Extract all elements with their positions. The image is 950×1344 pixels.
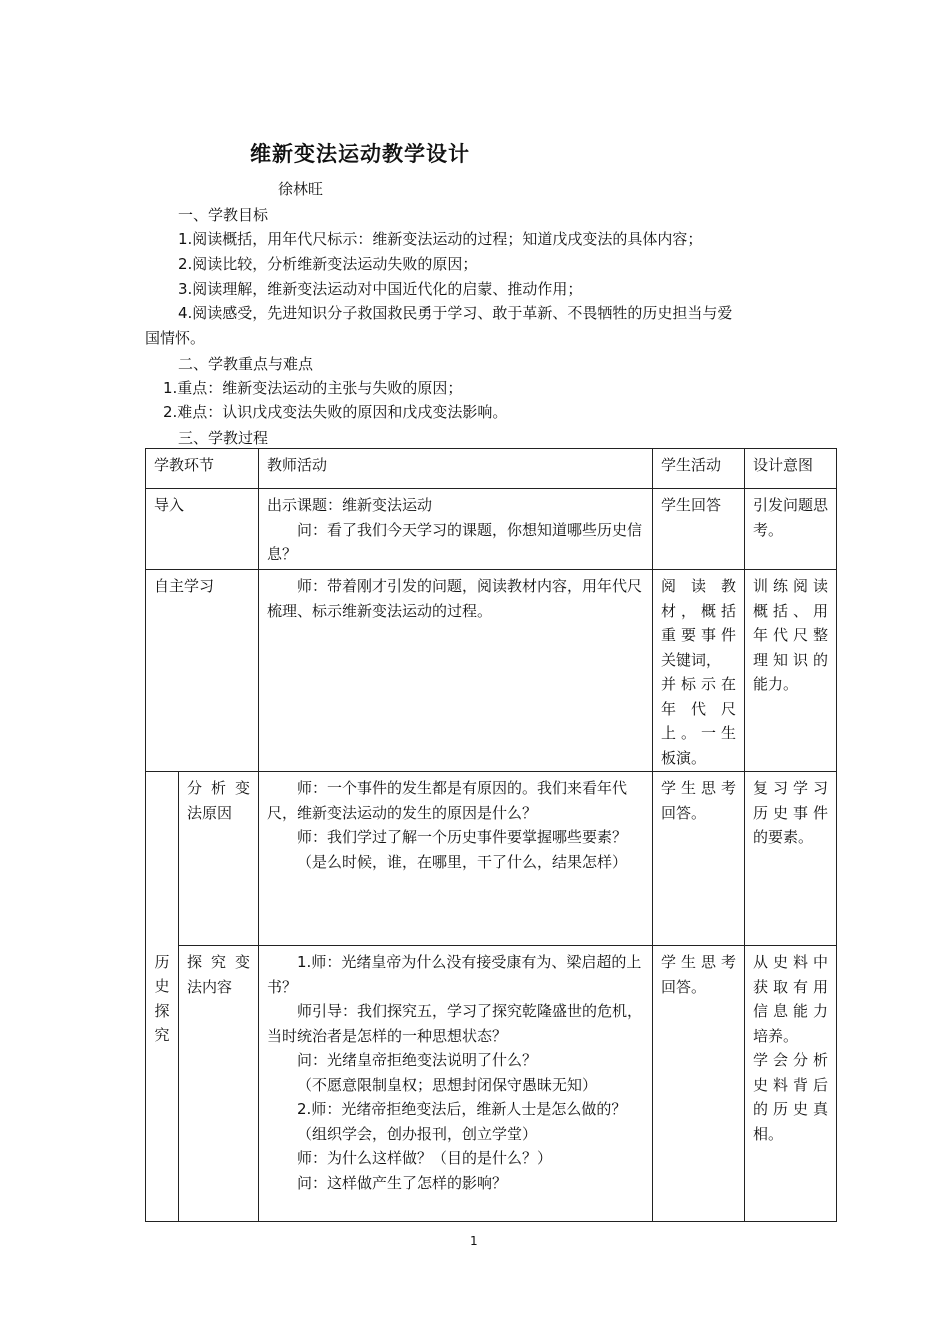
student-line: 学生思考 [661,953,737,971]
teacher-line: 问：看了我们今天学习的课题，你想知道哪些历史信息？ [267,520,643,563]
substage-line: 法原因 [187,803,233,822]
intent-cell [745,772,837,946]
student-cell: 学生回答 [653,489,745,570]
intent-line: 训练阅读 [753,577,829,595]
substage-line: 分析变 [187,779,251,797]
intent-line: 复习学习 [753,779,829,797]
intent-line: 信息能力 [753,1002,829,1020]
intent-cell [745,570,837,772]
teacher-line: 师：为什么这样做？（目的是什么？） [297,1149,553,1167]
label-char: 究 [154,1026,170,1044]
teacher-cell [259,772,653,946]
table-row [146,489,837,570]
teacher-line: 问：光绪皇帝拒绝变法说明了什么？ [297,1051,538,1069]
objective-item: 3.阅读理解，维新变法运动对中国近代化的启蒙、推动作用； [178,280,583,298]
stage-cell: 导入 [146,489,259,570]
student-cell [653,946,745,1222]
intent-line: 的历史真 [753,1100,829,1118]
student-cell [653,570,745,772]
student-cell [653,772,745,946]
intent-line: 的要素。 [753,828,814,846]
student-line: 年代尺 [661,699,737,718]
substage-line: 探究变 [187,953,251,971]
substage-cell [179,772,259,946]
intent-line: 概括、用 [753,601,829,620]
lesson-process-table [145,448,837,1222]
teacher-line: 问：这样做产生了怎样的影响？ [297,1173,508,1192]
objective-item: 1.阅读概括，用年代尺标示：维新变法运动的过程；知道戊戌变法的具体内容； [178,230,703,248]
teacher-line: （是么时候，谁，在哪里，干了什么，结果怎样） [297,852,628,871]
teacher-line: 师：我们学过了解一个历史事件要掌握哪些要素？ [297,828,628,846]
teacher-line: 2.师：光绪帝拒绝变法后，维新人士是怎么做的？ [297,1100,627,1118]
intent-line: 年代尺整 [753,626,829,644]
teacher-cell [259,489,653,570]
header-stage: 学教环节 [146,449,259,489]
student-line: 关键词， [661,650,722,669]
teacher-cell [259,570,653,772]
header-teacher: 教师活动 [259,449,653,489]
author-name: 徐林旺 [278,180,324,198]
teacher-line: 师：一个事件的发生都是有原因的。我们来看年代尺，维新变法运动的发生的原因是什么？ [267,779,628,822]
substage-cell [179,946,259,1222]
label-char: 历 [154,952,170,971]
label-char: 史 [154,977,170,995]
intent-line: 历史事件 [753,803,829,822]
objective-item: 2.阅读比较，分析维新变法运动失败的原因； [178,255,478,273]
teacher-line: （不愿意限制皇权；思想封闭保守愚昧无知） [297,1075,598,1094]
student-line: 板演。 [661,748,707,767]
page-number: 1 [470,1234,478,1248]
student-line: 材，概括 [661,601,737,620]
focus-item: 2.难点：认识戊戌变法失败的原因和戊戌变法影响。 [163,403,508,421]
table-header-row [146,449,837,489]
intent-line: 能力。 [753,675,799,693]
objective-item: 国情怀。 [145,329,206,347]
stage-cell: 自主学习 [146,570,259,772]
document-title: 维新变法运动教学设计 [250,142,470,166]
header-student: 学生活动 [653,449,745,489]
table-row [146,946,837,1222]
header-intent: 设计意图 [745,449,837,489]
intent-line: 理知识的 [753,650,829,669]
teacher-line: 1.师：光绪皇帝为什么没有接受康有为、梁启超的上书？ [267,953,642,996]
student-line: 并标示在 [661,675,737,693]
intent-line: 获取有用 [753,977,829,996]
teacher-line: （组织学会，创办报刊，创立学堂） [297,1124,538,1143]
table-row [146,570,837,772]
teacher-line: 师：带着刚才引发的问题，阅读教材内容，用年代尺梳理、标示维新变法运动的过程。 [267,577,643,620]
student-line: 上。一生 [661,724,737,742]
intent-line: 培养。 [753,1026,799,1045]
student-line: 回答。 [661,803,707,822]
section-heading: 三、学教过程 [178,429,269,447]
teacher-cell [259,946,653,1222]
focus-item: 1.重点：维新变法运动的主张与失败的原因； [163,379,463,397]
substage-line: 法内容 [187,977,233,996]
section-heading: 二、学教重点与难点 [178,355,314,373]
label-char: 探 [154,1001,170,1020]
intent-line: 相。 [753,1124,784,1143]
intent-line: 学会分析 [753,1051,829,1069]
student-line: 回答。 [661,977,707,996]
student-line: 阅读教 [661,577,737,595]
teacher-line: 师引导：我们探究五，学习了探究乾隆盛世的危机，当时统治者是怎样的一种思想状态？ [267,1002,643,1045]
student-line: 重要事件 [661,626,737,644]
student-line: 学生思考 [661,779,737,797]
teacher-line: 出示课题：维新变法运动 [267,496,433,514]
intent-line: 从史料中 [753,953,829,971]
intent-line: 史料背后 [753,1075,829,1094]
intent-cell [745,946,837,1222]
objective-item: 4.阅读感受，先进知识分子救国救民勇于学习、敢于革新、不畏牺牲的历史担当与爱 [178,304,733,322]
section-heading: 一、学教目标 [178,206,269,224]
table-row [146,772,837,946]
intent-cell [745,489,837,570]
history-inquiry-label [146,772,179,1222]
intent-text: 引发问题思考。 [753,496,829,539]
